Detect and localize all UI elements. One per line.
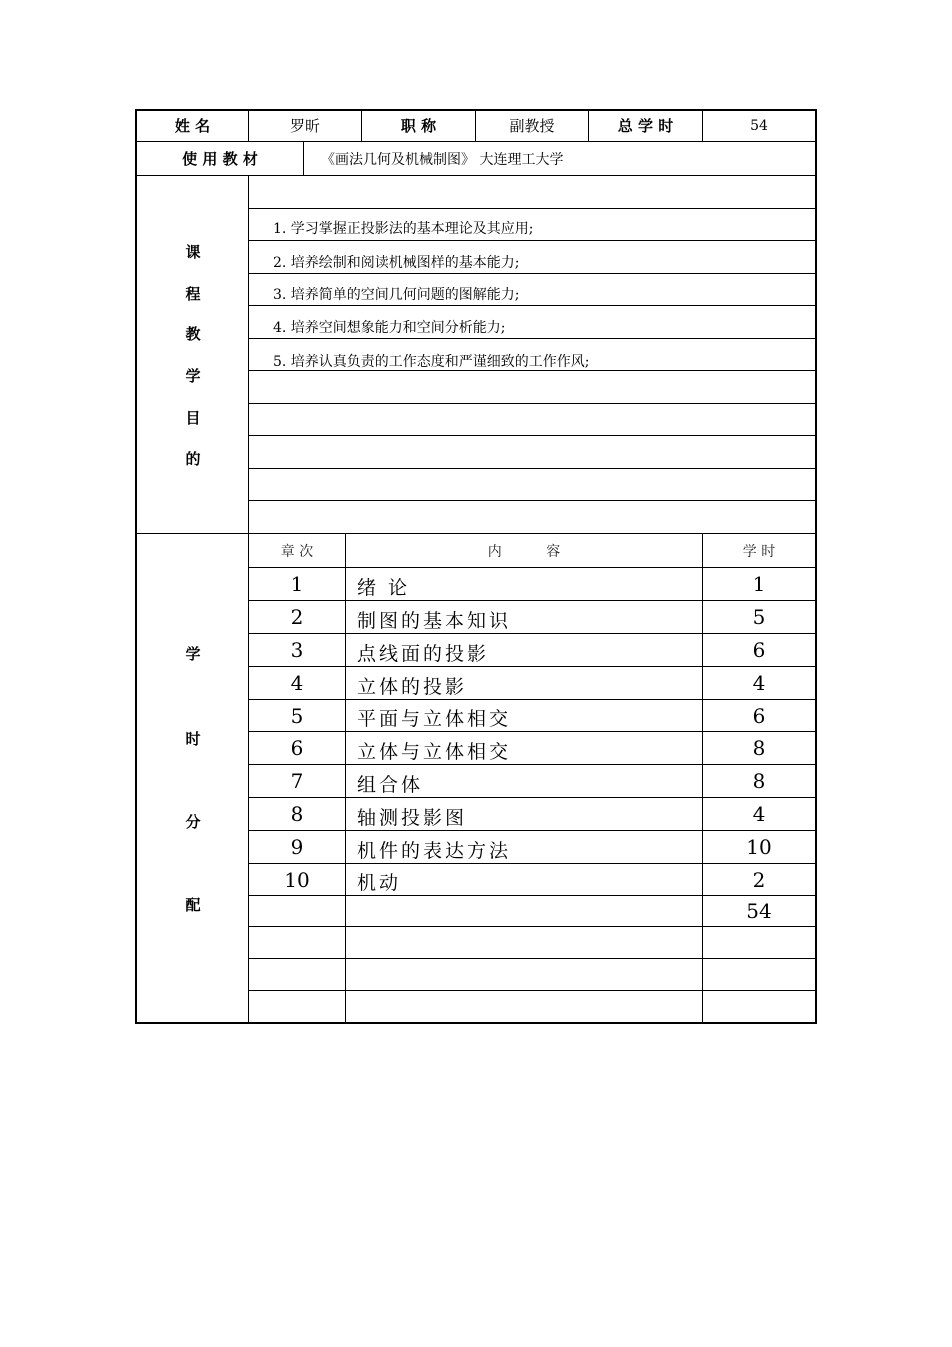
name-label: 姓 名 <box>174 117 211 135</box>
chapter-content: 机件的表达方法 <box>357 840 512 862</box>
chapter-content: 机动 <box>357 872 402 894</box>
chapter-hours: 8 <box>752 769 766 793</box>
col-header-content: 内 容 <box>487 544 561 560</box>
chapter-number: 3 <box>290 638 304 662</box>
chapter-hours: 4 <box>752 671 766 695</box>
name-value: 罗昕 <box>289 117 320 135</box>
title-label: 职 称 <box>400 117 437 135</box>
allocation-label-char: 配 <box>185 896 201 914</box>
total-hours-value: 54 <box>750 117 768 134</box>
chapter-content: 绪 论 <box>357 577 411 599</box>
chapter-hours: 8 <box>752 736 766 760</box>
objective-item: 4. 培养空间想象能力和空间分析能力; <box>273 320 506 336</box>
chapter-content: 制图的基本知识 <box>357 610 512 632</box>
col-header-chapter: 章 次 <box>280 544 314 560</box>
chapter-content: 轴测投影图 <box>357 807 468 829</box>
chapter-number: 4 <box>290 671 304 695</box>
allocation-label-char: 时 <box>185 730 201 748</box>
chapter-hours: 10 <box>746 835 772 859</box>
objectives-label-char: 目 <box>185 409 201 427</box>
chapter-content: 立体与立体相交 <box>357 741 512 763</box>
chapter-number: 6 <box>290 736 304 760</box>
chapter-hours: 6 <box>752 638 766 662</box>
objective-item: 5. 培养认真负责的工作态度和严谨细致的工作作风; <box>273 354 590 370</box>
objectives-label-char: 的 <box>185 450 201 468</box>
chapter-number: 2 <box>290 605 304 629</box>
objectives-label-char: 课 <box>185 243 201 261</box>
title-value: 副教授 <box>509 117 555 135</box>
chapter-number: 7 <box>290 769 304 793</box>
objective-item: 3. 培养简单的空间几何问题的图解能力; <box>273 287 520 303</box>
objectives-label-char: 教 <box>185 325 201 343</box>
chapter-hours: 2 <box>752 867 766 892</box>
chapter-number: 5 <box>290 703 304 728</box>
chapter-number: 8 <box>290 802 304 826</box>
chapter-content: 点线面的投影 <box>357 643 490 665</box>
chapter-number: 1 <box>290 572 304 596</box>
allocation-label-char: 分 <box>185 813 201 831</box>
chapter-content: 平面与立体相交 <box>357 708 512 730</box>
objectives-label-char: 学 <box>185 367 201 385</box>
chapter-hours: 5 <box>752 605 766 629</box>
allocation-label-char: 学 <box>185 645 201 663</box>
chapter-hours: 1 <box>752 572 766 596</box>
objective-item: 2. 培养绘制和阅读机械图样的基本能力; <box>273 255 520 271</box>
objective-item: 1. 学习掌握正投影法的基本理论及其应用; <box>273 221 534 237</box>
objectives-label-char: 程 <box>185 285 201 303</box>
total-hours-sum: 54 <box>746 899 772 923</box>
col-header-hours: 学 时 <box>742 544 776 560</box>
chapter-hours: 4 <box>752 802 766 826</box>
chapter-number: 9 <box>290 835 304 859</box>
textbook-label: 使 用 教 材 <box>182 150 258 168</box>
chapter-content: 立体的投影 <box>357 676 468 698</box>
chapter-number: 10 <box>284 867 310 892</box>
chapter-hours: 6 <box>752 703 766 728</box>
chapter-content: 组合体 <box>357 774 424 796</box>
total-hours-label: 总 学 时 <box>617 117 674 135</box>
textbook-value: 《画法几何及机械制图》 大连理工大学 <box>321 151 564 168</box>
